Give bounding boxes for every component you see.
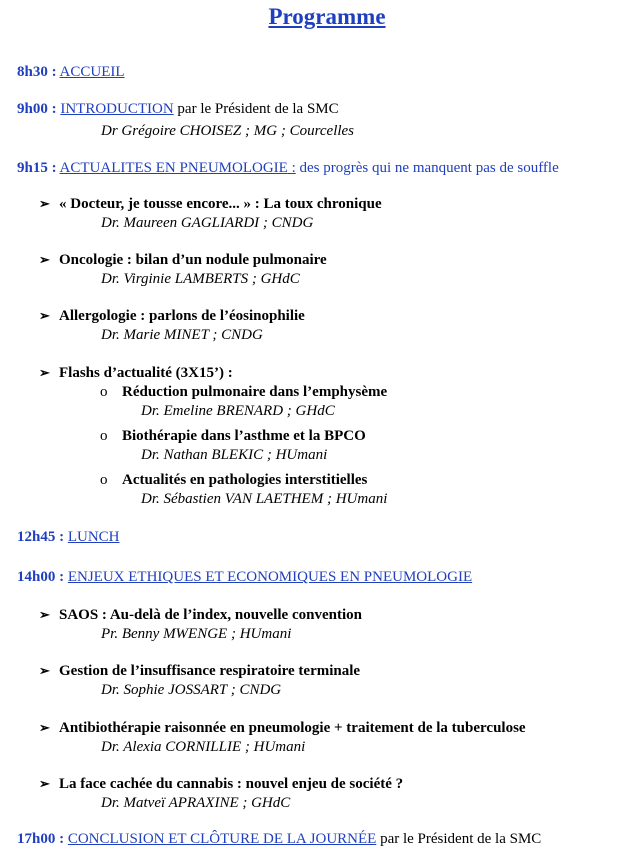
arrow-bullet-icon: ➢ bbox=[39, 607, 50, 622]
talk-speaker: Dr. Sophie JOSSART ; CNDG bbox=[101, 682, 282, 698]
session-label: ACCUEIL bbox=[59, 64, 125, 80]
session-accueil bbox=[17, 64, 125, 81]
session-suffix: par le Président de la SMC bbox=[177, 101, 339, 117]
page-title: Programme bbox=[268, 4, 386, 29]
talk-title: Gestion de l’insuffisance respiratoire terminale bbox=[59, 663, 361, 679]
talk-speaker: Dr. Maureen GAGLIARDI ; CNDG bbox=[101, 215, 314, 231]
flash-title: Biothérapie dans l’asthme et la BPCO bbox=[122, 428, 366, 444]
talk-item bbox=[39, 663, 360, 680]
session-suffix: des progrès qui ne manquent pas de souffle bbox=[295, 160, 559, 176]
circle-bullet-icon: o bbox=[100, 428, 108, 444]
talk-item bbox=[39, 196, 382, 213]
talk-title: Flashs d’actualité (3X15’) : bbox=[59, 365, 233, 381]
session-label: INTRODUCTION bbox=[60, 101, 174, 117]
session-enjeux bbox=[17, 569, 472, 586]
talk-item bbox=[39, 720, 526, 737]
talk-speaker: Dr. Virginie LAMBERTS ; GHdC bbox=[101, 271, 300, 287]
arrow-bullet-icon: ➢ bbox=[39, 252, 50, 267]
session-speaker: Dr Grégoire CHOISEZ ; MG ; Courcelles bbox=[101, 123, 355, 139]
talk-title: Allergologie : parlons de l’éosinophilie bbox=[59, 308, 305, 324]
session-label: LUNCH bbox=[67, 529, 120, 545]
session-label: CONCLUSION ET CLÔTURE DE LA JOURNÉE bbox=[67, 831, 377, 847]
session-conclusion bbox=[17, 831, 541, 848]
session-label: ACTUALITES EN PNEUMOLOGIE bbox=[59, 160, 288, 176]
flash-speaker: Dr. Nathan BLEKIC ; HUmani bbox=[141, 447, 328, 463]
session-time: 17h00 : bbox=[17, 831, 65, 847]
session-separator: : bbox=[287, 160, 296, 176]
talk-speaker: Dr. Marie MINET ; CNDG bbox=[101, 327, 263, 343]
talk-title: « Docteur, je tousse encore... » : La toux chronique bbox=[59, 196, 382, 212]
talk-speaker: Pr. Benny MWENGE ; HUmani bbox=[101, 626, 292, 642]
session-label: ENJEUX ETHIQUES ET ECONOMIQUES EN PNEUMOLOGIE bbox=[67, 569, 473, 585]
arrow-bullet-icon: ➢ bbox=[39, 308, 50, 323]
flash-speaker: Dr. Sébastien VAN LAETHEM ; HUmani bbox=[141, 491, 388, 507]
talk-item bbox=[39, 365, 233, 382]
session-time: 12h45 : bbox=[17, 529, 65, 545]
session-time: 14h00 : bbox=[17, 569, 65, 585]
talk-item bbox=[39, 252, 327, 269]
talk-item bbox=[39, 776, 403, 793]
arrow-bullet-icon: ➢ bbox=[39, 720, 50, 735]
talk-title: SAOS : Au-delà de l’index, nouvelle convention bbox=[59, 607, 362, 623]
arrow-bullet-icon: ➢ bbox=[39, 365, 50, 380]
flash-item bbox=[100, 384, 387, 401]
flash-item bbox=[100, 472, 367, 489]
flash-item bbox=[100, 428, 366, 445]
arrow-bullet-icon: ➢ bbox=[39, 663, 50, 678]
session-actualites bbox=[17, 160, 559, 177]
flash-title: Actualités en pathologies interstitielles bbox=[122, 472, 368, 488]
session-suffix: par le Président de la SMC bbox=[380, 831, 542, 847]
arrow-bullet-icon: ➢ bbox=[39, 196, 50, 211]
talk-item bbox=[39, 607, 362, 624]
circle-bullet-icon: o bbox=[100, 384, 108, 400]
session-time: 9h00 : bbox=[17, 101, 57, 117]
circle-bullet-icon: o bbox=[100, 472, 108, 488]
talk-speaker: Dr. Alexia CORNILLIE ; HUmani bbox=[101, 739, 306, 755]
talk-title: La face cachée du cannabis : nouvel enjeu de société ? bbox=[59, 776, 404, 792]
talk-speaker: Dr. Matveï APRAXINE ; GHdC bbox=[101, 795, 291, 811]
session-lunch bbox=[17, 529, 120, 546]
talk-title: Antibiothérapie raisonnée en pneumologie + traitement de la tuberculose bbox=[59, 720, 526, 736]
session-time: 9h15 : bbox=[17, 160, 57, 176]
flash-speaker: Dr. Emeline BRENARD ; GHdC bbox=[141, 403, 335, 419]
session-time: 8h30 : bbox=[17, 64, 57, 80]
flash-title: Réduction pulmonaire dans l’emphysème bbox=[122, 384, 388, 400]
talk-item bbox=[39, 308, 305, 325]
session-introduction bbox=[17, 101, 339, 118]
arrow-bullet-icon: ➢ bbox=[39, 776, 50, 791]
talk-title: Oncologie : bilan d’un nodule pulmonaire bbox=[59, 252, 327, 268]
